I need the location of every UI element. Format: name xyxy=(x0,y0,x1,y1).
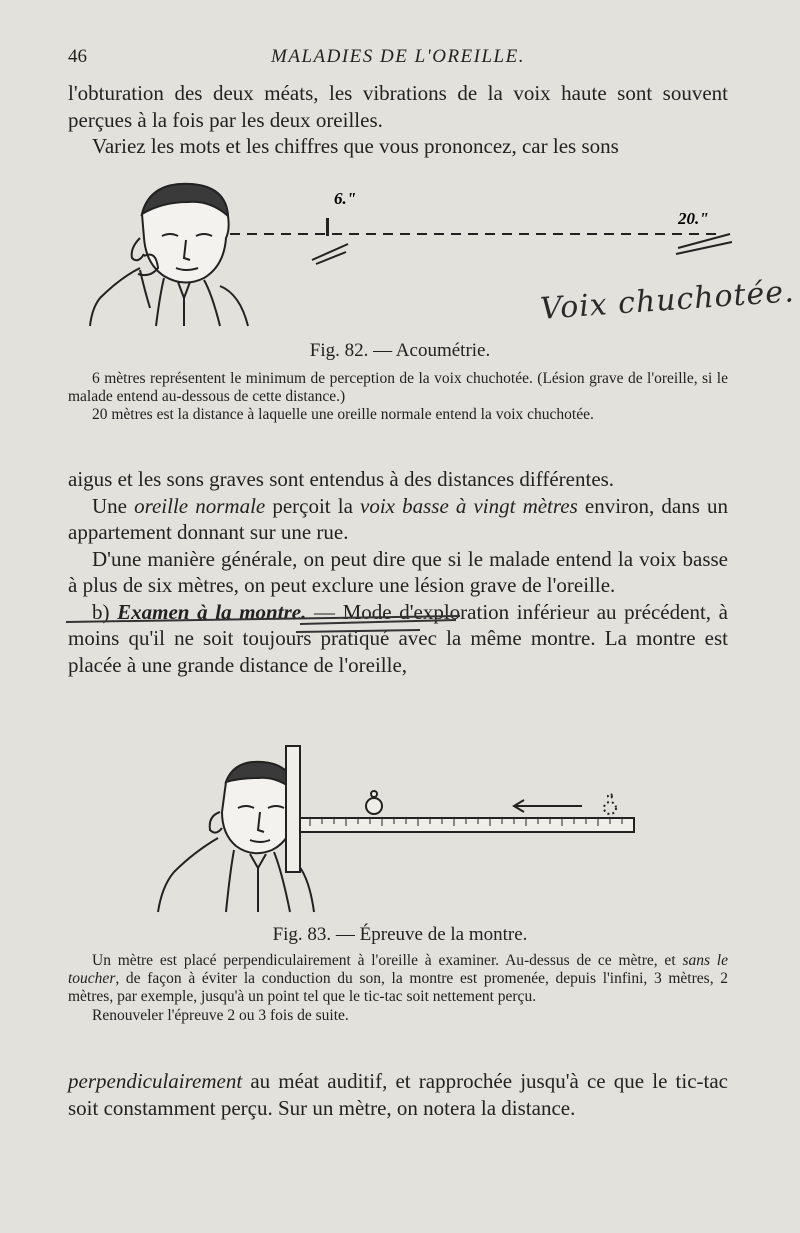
page-header xyxy=(68,46,728,76)
handwritten-note: Voix chuchotée. xyxy=(539,274,796,327)
text-run: b) xyxy=(92,599,118,624)
vertical-board xyxy=(286,746,300,872)
page-number: 46 xyxy=(68,46,87,67)
section-heading: Examen à la montre. xyxy=(117,599,307,624)
patient-illustration xyxy=(90,184,248,326)
legend-paragraph: 6 mètres représentent le minimum de perception de la voix chuchotée. (Lésion grave de l'oreille, si le malade entend au-dessous de cette distance.) xyxy=(68,370,728,406)
paragraph: aigus et les sons graves sont entendus à des distances différentes. xyxy=(68,467,615,491)
figure-83-legend xyxy=(68,952,728,1025)
emphasis: voix basse à vingt mètres xyxy=(360,493,578,518)
paragraph: l'obturation des deux méats, les vibrations de la voix haute sont souvent perçues à la fois par les deux oreilles. xyxy=(68,81,728,132)
legend-paragraph: Renouveler l'épreuve 2 ou 3 fois de suite. xyxy=(92,1006,349,1024)
paragraph xyxy=(68,1068,728,1121)
meter-ruler xyxy=(300,818,634,832)
distance-label-20m: 20." xyxy=(678,209,709,228)
distant-watch-icon xyxy=(604,794,616,814)
paragraph xyxy=(68,493,728,546)
emphasis: oreille normale xyxy=(134,493,266,518)
watch-test-figure xyxy=(150,742,650,922)
text-run: au méat auditif, et rapprochée jusqu'à ce que le tic-tac soit constamment perçu. Sur un mètre, on notera la distance. xyxy=(68,1069,728,1120)
arrow-left-icon xyxy=(514,800,582,812)
paragraph: Variez les mots et les chiffres que vous prononcez, car les sons xyxy=(92,134,619,158)
text-run: environ, dans un appartement donnant sur une rue. xyxy=(68,493,728,544)
middle-text xyxy=(68,466,728,678)
text-run: perçoit la xyxy=(265,493,361,518)
intro-text xyxy=(68,80,728,160)
paragraph: D'une manière générale, on peut dire que si le malade entend la voix basse à plus de six mètres, on peut exclure une lésion grave de l'oreille. xyxy=(68,546,728,597)
emphasis: sans le toucher xyxy=(68,952,728,988)
legend-paragraph: 20 mètres est la distance à laquelle une oreille normale entend la voix chuchotée. xyxy=(92,406,594,424)
emphasis: perpendiculairement xyxy=(68,1069,243,1093)
running-title: MALADIES DE L'OREILLE. xyxy=(271,46,525,67)
distance-label-6m: 6." xyxy=(334,189,357,208)
text-run: Un mètre est placé perpendiculairement à l'oreille à examiner. Au-dessus de ce mètre, et xyxy=(92,952,683,969)
text-run: , de façon à éviter la conduction du son, la montre est promenée, depuis l'infini, 3 mètres, 2 mètres, par exemple, jusqu'à un point tel que le tic-tac soit nettement perçu. xyxy=(68,970,728,1006)
figure-83-caption: Fig. 83. — Épreuve de la montre. xyxy=(272,924,528,945)
figure-82-caption: Fig. 82. — Acoumétrie. xyxy=(309,340,491,361)
pencil-underline xyxy=(60,610,480,640)
legend-paragraph xyxy=(68,952,728,1007)
text-run: Une xyxy=(92,493,135,518)
text-run: — Mode d'exploration inférieur au précédent, à moins qu'il ne soit toujours pratiqué avec la même montre. La montre est placée à une grande distance de l'oreille, xyxy=(68,599,728,677)
closing-text xyxy=(68,1068,728,1121)
figure-82-legend xyxy=(68,370,728,425)
pocket-watch-icon xyxy=(366,791,382,814)
